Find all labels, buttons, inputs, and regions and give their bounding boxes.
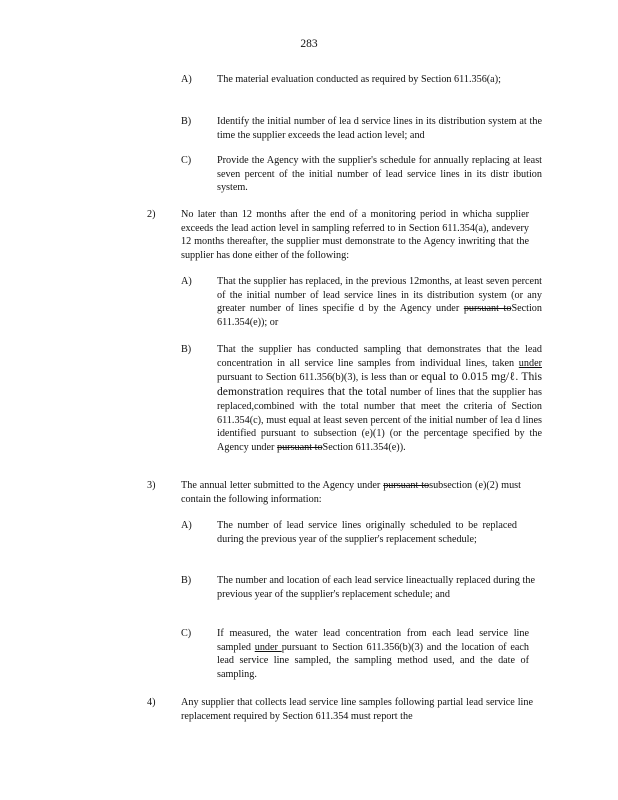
paragraph-3a-number-scheduled: The number of lead service lines originally scheduled to be replaced during the previous year of the supplier's replacement schedule; — [217, 520, 517, 545]
text-segment: If measured, the water lead concentration from each lead service line sampled — [217, 628, 529, 653]
text-segment: Section 611.354(e)); or — [217, 303, 542, 329]
text-segment: The annual letter submitted to the Agency under — [181, 480, 384, 491]
item-label: B) — [181, 575, 192, 586]
item-label: B) — [181, 116, 192, 127]
paragraph-4-any-supplier: Any supplier that collects lead service line samples following partial lead service line replacement required by Section 611.354 must report the — [181, 697, 533, 722]
inserted-text: under — [518, 357, 542, 369]
struck-text: pursuant to — [276, 441, 323, 453]
paragraph-2a-replaced — [217, 275, 542, 330]
text-segment: pursuant to Section 611.356(b)(3), is less than or — [217, 372, 419, 384]
inserted-text: under — [254, 641, 282, 653]
paragraph-3b-number-location: The number and location of each lead service lineactually replaced during the previous year of the supplier's replacement schedule; and — [217, 575, 535, 600]
paragraph-c-provide-schedule: Provide the Agency with the supplier's schedule for annually replacing at least seven percent of the initial number of lead service lines in its distr ibution system. — [217, 155, 542, 194]
inserted-text: equal to 0.015 mg/ℓ. This demonstration requires that the total — [217, 370, 542, 399]
item-label: 3) — [147, 480, 156, 491]
item-label: 4) — [147, 697, 156, 708]
paragraph-b-identify-lines: Identify the initial number of lea d service lines in its distribution system at the time the supplier exceeds the lead action level; and — [217, 116, 542, 141]
struck-text: pursuant to — [383, 480, 430, 491]
item-label: A) — [181, 520, 192, 531]
text-segment: pursuant to Section 611.356(b)(3) and the location of each lead service line sampled, the sampling method used, and the date of sampling. — [217, 641, 529, 681]
paragraph-2-no-later-than: No later than 12 months after the end of a monitoring period in whicha supplier exceeds the lead action level in sampling referred to in Section 611.354(a), andevery 12 months thereafter, the supplier must demonstrate to the Agency inwriting that the supplier has done either of the following: — [181, 209, 529, 262]
item-label: A) — [181, 276, 192, 287]
paragraph-a-material-evaluation: The material evaluation conducted as required by Section 611.356(a); — [217, 74, 501, 85]
text-segment: number of lines that the supplier has replaced,combined with the total number that meet the criteria of Section 611.354(c), must equal at least seven percent of the initial number of lea d lines identified pursuant to subsection (e)(1) (or the percentage specified by the Agency under — [217, 387, 543, 453]
paragraph-2b-sampling — [217, 343, 542, 455]
item-label: A) — [181, 74, 192, 85]
paragraph-3c-if-measured — [217, 627, 529, 682]
text-segment: That the supplier has replaced, in the previous 12months, at least seven percent of the initial number of lead service lines in its distribution system (or any greater number of lines specifie d by the Agency under — [217, 276, 542, 315]
struck-text: pursuant to — [463, 303, 512, 315]
text-segment: subsection (e)(2) must contain the following information: — [181, 480, 521, 505]
item-label: 2) — [147, 209, 156, 220]
item-label: B) — [181, 344, 192, 355]
page-number: 283 — [300, 38, 318, 50]
text-segment: Section 611.354(e)). — [322, 441, 406, 453]
item-label: C) — [181, 155, 192, 166]
text-segment: That the supplier has conducted sampling that demonstrates that the lead concentration in all service line samples from individual lines, taken — [217, 344, 542, 369]
item-label: C) — [181, 628, 192, 639]
paragraph-3-annual-letter — [181, 479, 521, 506]
